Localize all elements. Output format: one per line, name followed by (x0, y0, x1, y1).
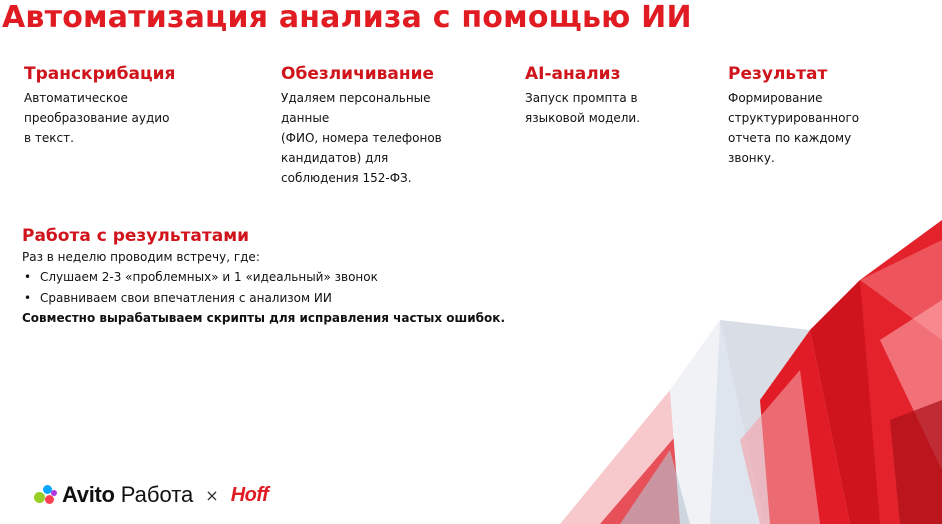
work-bullets (22, 267, 505, 309)
work-heading: Работа с результатами (22, 226, 250, 246)
step-heading: Транскрибация (24, 64, 176, 84)
step-heading: Результат (728, 64, 828, 84)
avito-logo-dot (45, 495, 54, 504)
avito-logo-dot (51, 490, 57, 496)
hoff-logo: Hoff (230, 483, 269, 506)
bullet-item: • Сравниваем свои впечатления с анализом ИИ (22, 288, 505, 309)
avito-rabota-text: Работа (120, 482, 194, 507)
avito-logo-icon (34, 483, 58, 507)
step-result (728, 64, 859, 168)
bullet-item: • Слушаем 2-3 «проблемных» и 1 «идеальный» звонок (22, 267, 505, 288)
partner-separator: × (205, 485, 219, 505)
step-description: Запуск промпта в языковой модели. (525, 91, 641, 125)
step-ai-analysis (525, 64, 640, 128)
step-anonymization (281, 64, 442, 188)
step-heading: AI-анализ (525, 64, 621, 84)
avito-brand-text: Avito (62, 482, 115, 507)
work-conclusion: Совместно вырабатываем скрипты для исправления частых ошибок. (22, 311, 505, 325)
step-description: Автоматическое преобразование аудио в текст. (24, 91, 170, 145)
step-heading: Обезличивание (281, 64, 435, 84)
footer-logos (34, 480, 268, 510)
decorative-crystal-graphic (560, 220, 942, 524)
avito-logo-dot (34, 492, 45, 503)
slide-title: Автоматизация анализа с помощью ИИ (2, 0, 692, 35)
work-with-results (22, 226, 505, 328)
step-transcription (24, 64, 175, 148)
work-intro: Раз в неделю проводим встречу, где: (22, 250, 260, 264)
step-description: Формирование структурированного отчета по каждому звонку. (728, 91, 860, 165)
step-description: Удаляем персональные данные (ФИО, номера телефонов кандидатов) для соблюдения 152-ФЗ. (281, 91, 442, 185)
